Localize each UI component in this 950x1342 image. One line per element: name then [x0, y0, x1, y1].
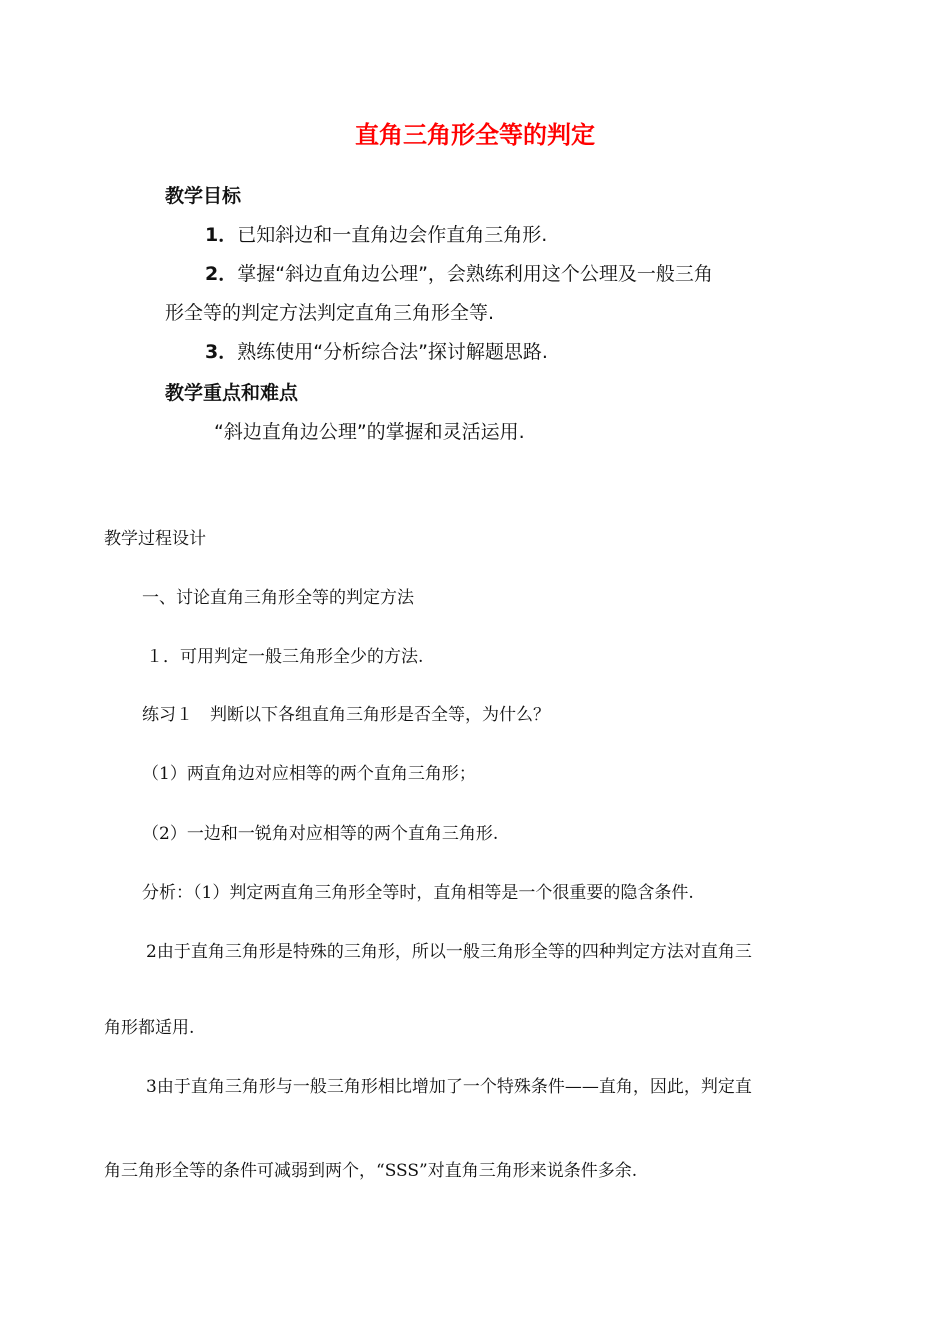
item-1: １．可用判定一般三角形全少的方法.: [146, 647, 424, 667]
objective-3-text: 熟练使用“分析综合法”探讨解题思路.: [237, 341, 548, 363]
objective-1-text: 已知斜边和一直角边会作直角三角形.: [237, 224, 548, 246]
exercise-1: 练习１ 判断以下各组直角三角形是否全等，为什么？: [142, 705, 550, 725]
paragraph-3-line-1: 3由于直角三角形与一般三角形相比增加了一个特殊条件——直角，因此，判定直: [146, 1077, 752, 1097]
paragraph-2-line-2: 角形都适用.: [104, 1018, 195, 1038]
key-points-heading: 教学重点和难点: [165, 382, 299, 404]
objective-2: [205, 261, 713, 287]
objectives-heading: 教学目标: [165, 185, 242, 207]
process-heading: 教学过程设计: [104, 529, 206, 549]
objective-1-number: 1．: [205, 224, 238, 246]
question-1: （1）两直角边对应相等的两个直角三角形；: [142, 764, 476, 784]
paragraph-2-line-1: 2由于直角三角形是特殊的三角形，所以一般三角形全等的四种判定方法对直角三: [146, 942, 752, 962]
objective-3: [205, 339, 548, 365]
analysis: 分析：（1）判定两直角三角形全等时，直角相等是一个很重要的隐含条件.: [142, 883, 694, 903]
question-2: （2）一边和一锐角对应相等的两个直角三角形.: [142, 824, 499, 844]
objective-3-number: 3．: [205, 341, 238, 363]
paragraph-3-line-2: 角三角形全等的条件可减弱到两个，“SSS”对直角三角形来说条件多余.: [104, 1161, 638, 1181]
document-title: 直角三角形全等的判定: [355, 121, 595, 149]
objective-1: [205, 222, 547, 248]
objective-2-text: 掌握“斜边直角边公理”，会熟练利用这个公理及一般三角: [237, 263, 713, 285]
key-points-text: “斜边直角边公理”的掌握和灵活运用.: [214, 421, 525, 443]
section-1-heading: 一、讨论直角三角形全等的判定方法: [142, 588, 414, 608]
objective-2-number: 2．: [205, 263, 238, 285]
objective-2-continued: 形全等的判定方法判定直角三角形全等.: [165, 302, 495, 324]
